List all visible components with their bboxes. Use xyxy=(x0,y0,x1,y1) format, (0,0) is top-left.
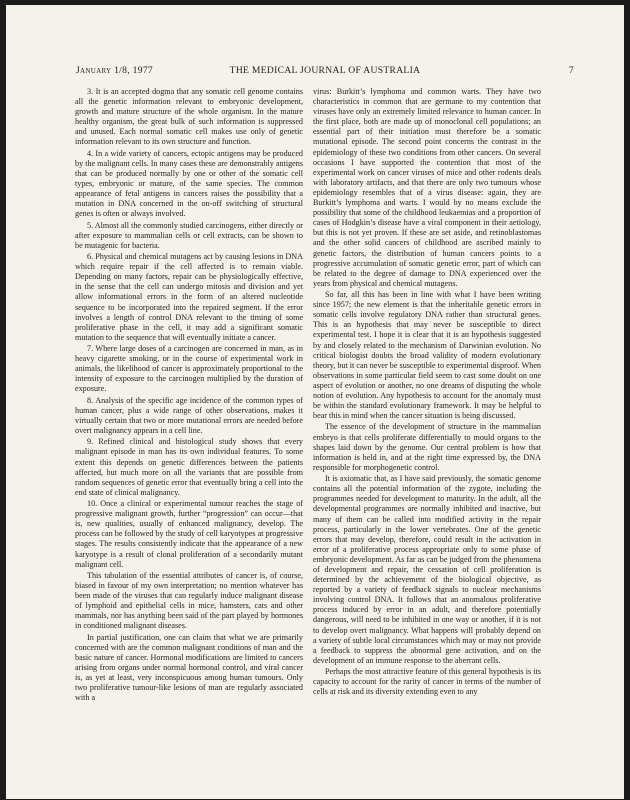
paragraph: Perhaps the most attractive feature of this general hypothesis is its capacity to account for the rarity of cancer in terms of the number of cells at risk and its diversity extending even to any xyxy=(313,667,541,697)
running-header xyxy=(76,65,574,79)
issue-date: January 1/8, 1977 xyxy=(76,65,154,76)
paragraph: 6. Physical and chemical mutagens act by causing lesions in DNA which require repair if the cell affected is to remain viable. Depending on many factors, repair can be physiologically effective, in the sense that the cell can undergo mitosis and division and yet allow informational errors in the form of an altered nucleotide sequence to be incorporated into the repaired segment. If the error involves a length of control DNA relevant to the timing of some proliferative phase in the cell, it may add a significant somatic mutation to the sequence that will eventually initiate a cancer. xyxy=(75,252,303,342)
paragraph: So far, all this has been in line with what I have been writing since 1957; the new element is that the inheritable genetic errors in somatic cells involve regulatory DNA rather than structural genes. This is an hypothesis that may never be susceptible to direct experimental test. I hope it is clear that it is an hypothesis suggested by and closely related to the mechanism of Darwinian evolution. No critical biologist doubts the broad validity of modern evolutionary theory, but it can never be susceptible to experimental disproof. When observations in some particular field seem to cast some doubt on one aspect of evolution or another, no one dreams of disputing the whole notion of evolution. Any hypothesis to account for the anomaly must be within the standard evolutionary framework. It may be helpful to bear this in mind when the cancer situation is being discussed. xyxy=(313,290,541,421)
paragraph: 5. Almost all the commonly studied carcinogens, either directly or after exposure to mammalian cells or cell extracts, can be shown to be mutagenic for bacteria. xyxy=(75,220,303,250)
paragraph: 8. Analysis of the specific age incidence of the common types of human cancer, plus a wide range of other observations, makes it virtually certain that two or more mutational errors are needed before overt malignancy appears in a cell line. xyxy=(75,395,303,436)
paragraph: virus: Burkitt’s lymphoma and common warts. They have two characteristics in common that are germane to my contention that viruses have only an extremely limited relevance to human cancer. In the first place, both are made up of monoclonal cell populations; an essential part of their initiation must therefore be a somatic mutational episode. The second point concerns the contrast in the epidemiology of these two conditions from other cancers. On several occasions I have supported the contention that most of the experimental work on cancer viruses of mice and other rodents deals with laboratory artifacts, and that there are only two tumours whose epidemiology resembles that of a virus disease: again, they are Burkitt’s lymphoma and warts. I would by no means exclude the possibility that some of the childhood leukaemias and a proportion of cases of Hodgkin’s disease have a viral component in their aetiology, but this is not yet proven. If these are set aside, and retinoblastomas and the other solid cancers of childhood are ascribed mainly to genetic factors, the distribution of human cancers points to a progressive accumulation of somatic genetic error, part of which can be related to the degree of damage to DNA experienced over the years from physical and chemical mutagens. xyxy=(313,87,541,288)
paragraph: 4. In a wide variety of cancers, ectopic antigens may be produced by the malignant cells. In many cases these are demonstrably antigens that can be produced normally by one or other of the somatic cell types, embryonic or mature, of the same species. The common appearance of fetal antigens in cancers raises the possibility that a mutation in DNA concerned in the on-off switching of structural genes is often or always involved. xyxy=(75,148,303,219)
journal-title: THE MEDICAL JOURNAL OF AUSTRALIA xyxy=(229,65,421,76)
left-column xyxy=(75,87,303,705)
paragraph: This tabulation of the essential attributes of cancer is, of course, biased in favour of my own interpretation; no mention whatever has been made of the viruses that can regularly induce malignant disease of lymphoid and epithelial cells in mice, hamsters, cats and other mammals, nor has anything been said of the part played by hormones in conditioned malignant diseases. xyxy=(75,570,303,631)
paragraph: 7. Where large doses of a carcinogen are concerned in man, as in heavy cigarette smoking, or in the course of experimental work in animals, the likelihood of cancer is approximately proportional to the intensity of exposure to the carcinogen multiplied by the duration of exposure. xyxy=(75,344,303,394)
page-number: 7 xyxy=(568,65,574,76)
paragraph: 3. It is an accepted dogma that any somatic cell genome contains all the genetic information relevant to embryonic development, growth and mature structure of the whole organism. In the mature healthy organism, the great bulk of such information is suppressed and unused. Each normal somatic cell makes use only of genetic information relevant to its own structure and function. xyxy=(75,87,303,147)
paragraph: In partial justification, one can claim that what we are primarily concerned with are the common malignant conditions of man and the basic nature of cancer. Hormonal modifications are limited to cancers arising from organs under normal hormonal control, and viral cancer is, as yet at least, very inconspicuous among human tumours. Only two proliferative tumour-like lesions of man are regularly associated with a xyxy=(75,632,303,703)
paragraph: The essence of the development of structure in the mammalian embryo is that cells proliferate differentially to mould organs to the shapes laid down by the genome. Our central problem is how that information is held in, and at the right time expressed by, the DNA responsible for morphogenetic control. xyxy=(313,422,541,472)
paragraph: 9. Refined clinical and histological study shows that every malignant episode in man has its own individual features. To some extent this depends on genetic differences between the patients affected, but much more on all the variants that are possible from random sequences of genetic error that eventually bring a cell into the end state of clinical malignancy. xyxy=(75,437,303,497)
journal-page xyxy=(6,5,624,799)
paragraph: 10. Once a clinical or experimental tumour reaches the stage of progressive malignant growth, further “progression” can occur—that is, new qualities, usually of enhanced malignancy, develop. The process can be followed by the study of cell karyotypes at progressive stages. The results consistently indicate that the appearance of a new karyotype is a result of clonal proliferation of a secondarily mutant malignant cell. xyxy=(75,499,303,569)
right-column xyxy=(313,87,541,699)
paragraph: It is axiomatic that, as I have said previously, the somatic genome contains all the potential information of the zygote, including the programmes needed for development to maturity. In the adult, all the developmental programmes are normally inhibited and inactive, but many of them can be called into modified activity in the repair process, particularly in the lower vertebrates. One of the genetic errors that may develop, therefore, could result in the activation in error of a proliferative process appropriate only to some phase of embryonic development. As far as can be judged from the phenomena of development and repair, the cessation of cell proliferation is determined by the achievement of the biological objective, as reported by a variety of feedback signals to nuclear mechanisms involving control DNA. It follows that an anomalous proliferative process induced by error in an adult, and therefore potentially dangerous, will need to be inhibited in one way or another, if it is not to develop overt malignancy. What happens will probably depend on a variety of subtle local circumstances which may or may not provide a feedback to suppress the abnormal gene activation, and on the development of an immune response to the aberrant cells. xyxy=(313,474,541,665)
